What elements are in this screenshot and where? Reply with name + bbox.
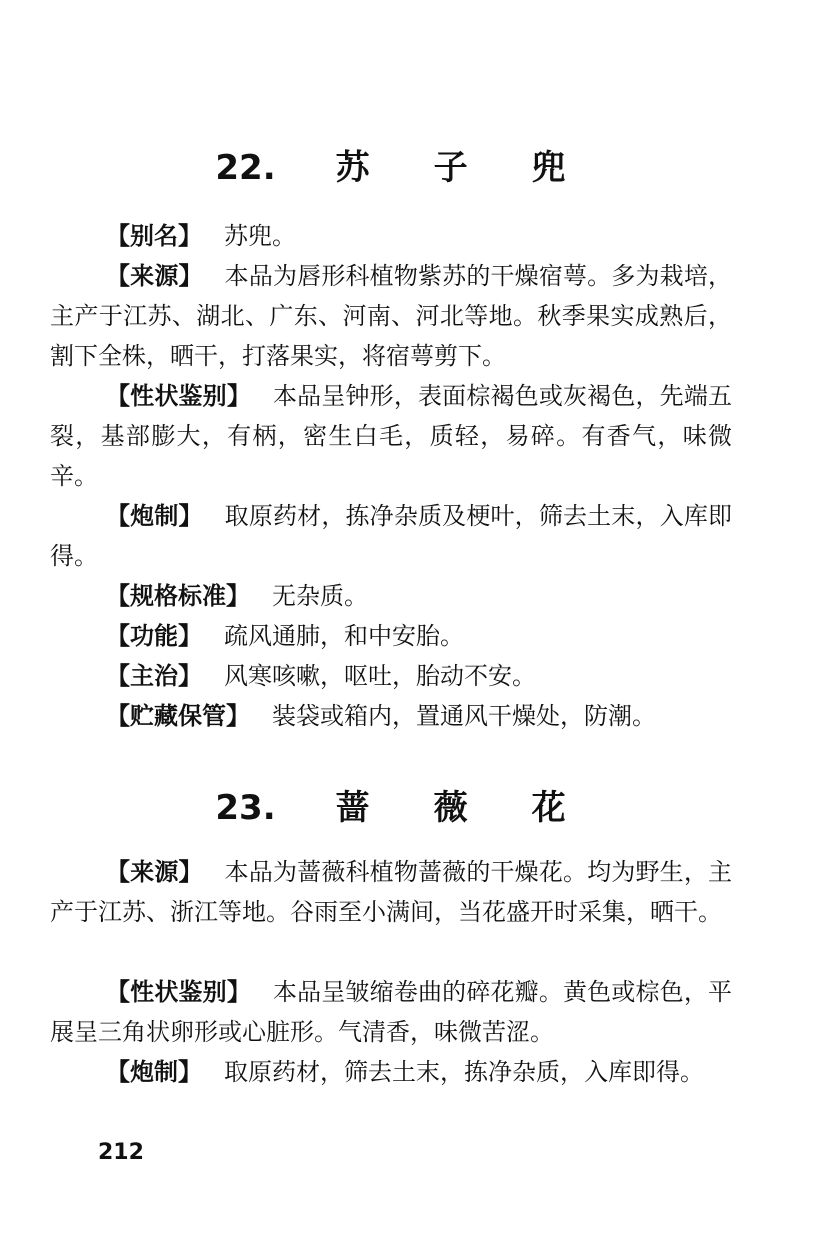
section-tag: 【性状鉴别】 [106, 978, 251, 1006]
section-source [50, 852, 732, 932]
section-specification [50, 576, 732, 616]
entry-name-char: 蔷 [335, 788, 370, 828]
section-tag: 【别名】 [106, 222, 202, 250]
section-tag: 【规格标准】 [106, 582, 250, 610]
entry-name-char: 薇 [433, 788, 468, 828]
section-text: 风寒咳嗽，呕吐，胎动不安。 [224, 662, 536, 690]
section-alias [50, 216, 732, 256]
section-text: 装袋或箱内，置通风干燥处，防潮。 [272, 702, 656, 730]
section-text: 本品为唇形科植物紫苏的干燥宿萼。多为栽培，主产于江苏、湖北、广东、河南、河北等地。秋季果实成熟后，割下全株，晒干，打落果实，将宿萼剪下。 [50, 262, 733, 370]
section-storage [50, 696, 732, 736]
section-tag: 【来源】 [106, 262, 203, 290]
section-tag: 【来源】 [106, 858, 203, 886]
entry-number: 22. [215, 148, 276, 188]
section-tag: 【贮藏保管】 [106, 702, 250, 730]
section-text: 取原药材，筛去土末，拣净杂质，入库即得。 [224, 1058, 704, 1086]
section-tag: 【炮制】 [106, 502, 203, 530]
section-tag: 【功能】 [106, 622, 202, 650]
page-number: 212 [98, 1140, 144, 1165]
section-processing [50, 1052, 732, 1092]
section-processing [50, 496, 732, 576]
section-identification [50, 972, 732, 1052]
section-tag: 【炮制】 [106, 1058, 202, 1086]
section-tag: 【主治】 [106, 662, 202, 690]
section-text: 疏风通肺，和中安胎。 [224, 622, 464, 650]
section-text: 无杂质。 [272, 582, 368, 610]
entry-name-char: 兜 [531, 148, 566, 188]
section-source [50, 256, 732, 376]
section-text: 取原药材，拣净杂质及梗叶，筛去土末，入库即得。 [50, 502, 733, 570]
entry-name-char: 花 [531, 788, 566, 828]
entry-title-22 [0, 140, 813, 189]
section-text: 本品为蔷薇科植物蔷薇的干燥花。均为野生，主产于江苏、浙江等地。谷雨至小满间，当花盛开时采集，晒干。 [50, 858, 733, 926]
section-tag: 【性状鉴别】 [106, 382, 251, 410]
entry-number: 23. [215, 788, 276, 828]
section-function [50, 616, 732, 656]
entry-name-char: 子 [433, 148, 468, 188]
section-indication [50, 656, 732, 696]
entry-name-char: 苏 [335, 148, 370, 188]
section-text: 本品呈钟形，表面棕褐色或灰褐色，先端五裂，基部膨大，有柄，密生白毛，质轻，易碎。有香气，味微辛。 [50, 382, 732, 490]
section-text: 本品呈皱缩卷曲的碎花瓣。黄色或棕色，平展呈三角状卵形或心脏形。气清香，味微苦涩。 [50, 978, 732, 1046]
entry-title-23 [0, 780, 813, 829]
section-text: 苏兜。 [224, 222, 296, 250]
section-identification [50, 376, 732, 496]
